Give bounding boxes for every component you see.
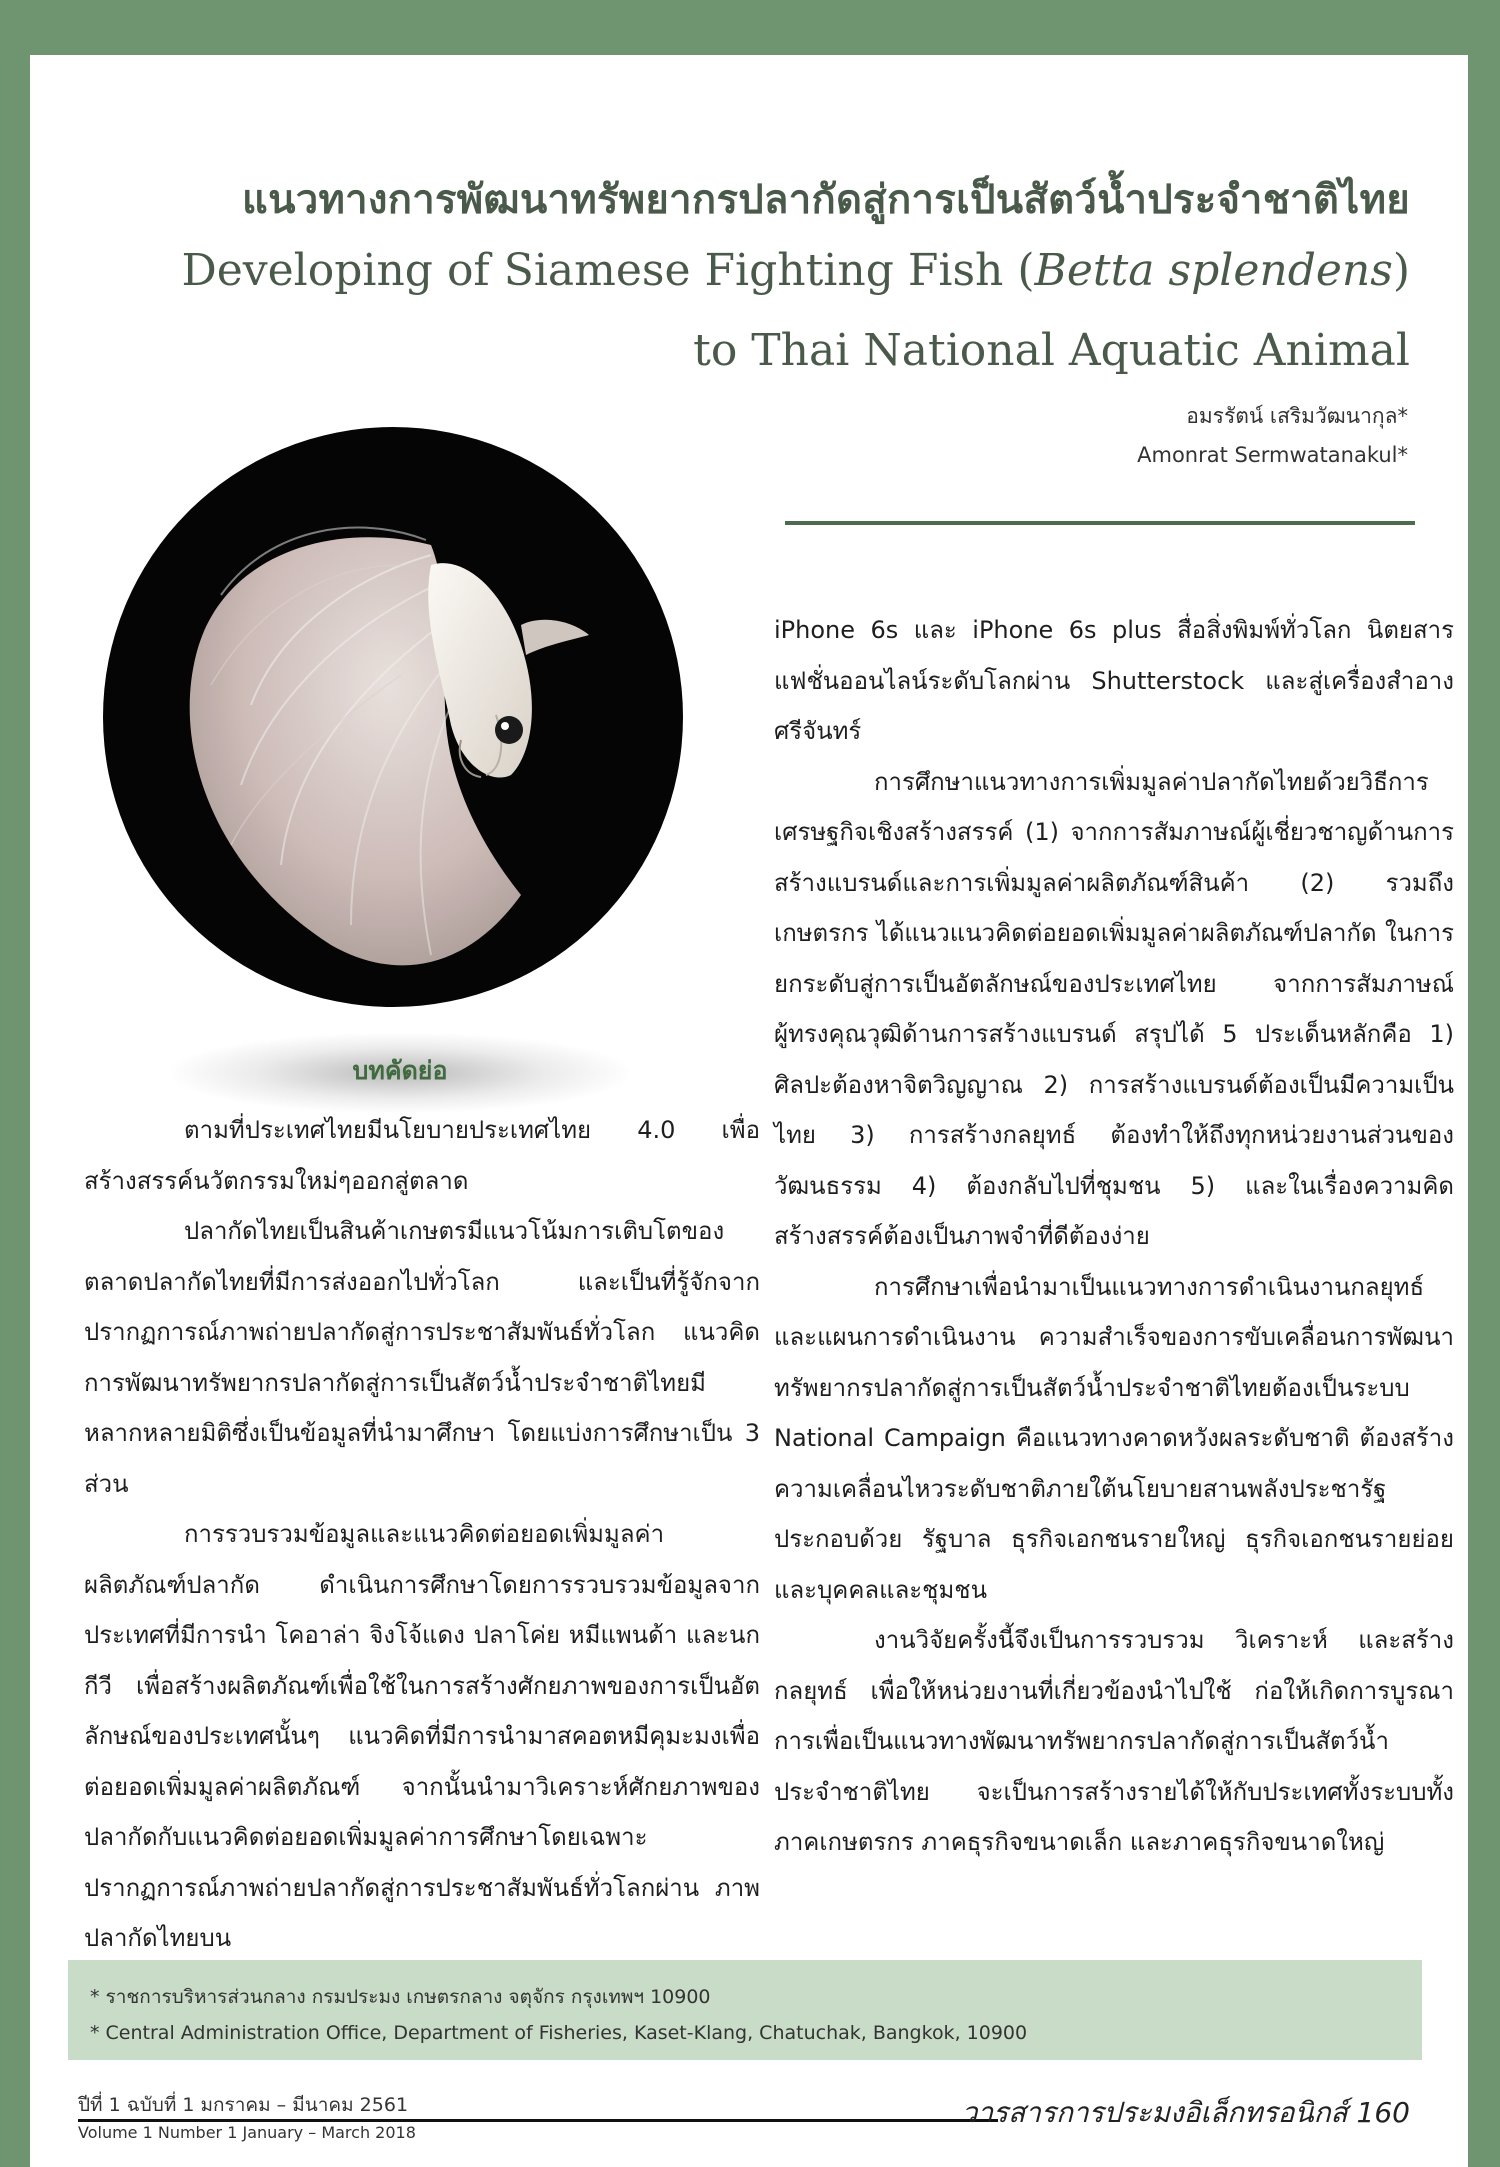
abstract-paragraph: การศึกษาเพื่อนำมาเป็นแนวทางการดำเนินงานกลยุทธ์และแผนการดำเนินงาน ความสำเร็จของการขับเคลื่อนการพัฒนาทรัพยากรปลากัดสู่การเป็นสัตว์น้ำประจำชาติไทยต้องเป็นระบบ National Campaign คือแนวทางคาดหวังผลระดับชาติ ต้องสร้างความเคลื่อนไหวระดับชาติภายใต้นโยบายสานพลังประชารัฐ ประกอบด้วย รัฐบาล ธุรกิจเอกชนรายใหญ่ ธุรกิจเอกชนรายย่อย และบุคคลและชุมชน — [774, 1272, 1454, 1604]
betta-fish-image — [101, 425, 686, 1010]
abstract-paragraph: การศึกษาแนวทางการเพิ่มมูลค่าปลากัดไทยด้วยวิธีการเศรษฐกิจเชิงสร้างสรรค์ (1) จากการสัมภาษณ์ผู้เชี่ยวชาญด้านการสร้างแบรนด์และการเพิ่มมูลค่าผลิตภัณฑ์สินค้า (2) รวมถึงเกษตรกร ได้แนวแนวคิดต่อยอดเพิ่มมูลค่าผลิตภัณฑ์ปลากัด ในการยกระดับสู่การเป็นอัตลักษณ์ของประเทศไทย จากการสัมภาษณ์ผู้ทรงคุณวุฒิด้านการสร้างแบรนด์ สรุปได้ 5 ประเด็นหลักคือ 1) ศิลปะต้องหาจิตวิญญาณ 2) การสร้างแบรนด์ต้องเป็นมีความเป็นไทย 3) การสร้างกลยุทธ์ ต้องทำให้ถึงทุกหน่วยงานส่วนของวัฒนธรรม 4) ต้องกลับไปที่ชุมชน 5) และในเรื่องความคิดสร้างสรรค์ต้องเป็นภาพจำที่ดีต้องง่าย — [774, 767, 1454, 1250]
author-english: Amonrat Sermwatanakul* — [1137, 443, 1408, 467]
journal-name: วารสารการประมงอิเล็กทรอนิกส์ — [961, 2096, 1348, 2129]
abstract-paragraph: ตามที่ประเทศไทยมีนโยบายประเทศไทย 4.0 เพื่อสร้างสรรค์นวัตกรรมใหม่ๆออกสู่ตลาด — [84, 1116, 760, 1195]
journal-footer — [962, 2091, 1410, 2135]
paper-page — [30, 55, 1468, 2167]
title-english-line2: to Thai National Aquatic Animal — [693, 325, 1410, 376]
abstract-paragraph: ปลากัดไทยเป็นสินค้าเกษตรมีแนวโน้มการเติบโตของตลาดปลากัดไทยที่มีการส่งออกไปทั่วโลก และเป็นที่รู้จักจากปรากฏการณ์ภาพถ่ายปลากัดสู่การประชาสัมพันธ์ทั่วโลก แนวคิดการพัฒนาทรัพยากรปลากัดสู่การเป็นสัตว์น้ำประจำชาติไทยมีหลากหลายมิติซึ่งเป็นข้อมูลที่นำมาศึกษา โดยแบ่งการศึกษาเป็น 3 ส่วน — [84, 1217, 760, 1498]
page-number: 160 — [1356, 2096, 1410, 2129]
footer-divider — [78, 2119, 998, 2122]
issue-info-english: Volume 1 Number 1 January – March 2018 — [78, 2123, 416, 2142]
title-english-suffix: ) — [1392, 245, 1410, 296]
title-divider — [785, 521, 1415, 525]
abstract-paragraph: การรวบรวมข้อมูลและแนวคิดต่อยอดเพิ่มมูลค่าผลิตภัณฑ์ปลากัด ดำเนินการศึกษาโดยการรวบรวมข้อมูลจากประเทศที่มีการนำ โคอาล่า จิงโจ้แดง ปลาโค่ย หมีแพนด้า และนกกีวี เพื่อสร้างผลิตภัณฑ์เพื่อใช้ในการสร้างศักยภาพของการเป็นอัตลักษณ์ของประเทศนั้นๆ แนวคิดที่มีการนำมาสคอตหมีคุมะมงเพื่อต่อยอดเพิ่มมูลค่าผลิตภัณฑ์ จากนั้นนำมาวิเคราะห์ศักยภาพของปลากัดกับแนวคิดต่อยอดเพิ่มมูลค่าการศึกษาโดยเฉพาะปรากฏการณ์ภาพถ่ายปลากัดสู่การประชาสัมพันธ์ทั่วโลกผ่าน ภาพปลากัดไทยบน — [84, 1520, 760, 1952]
abstract-paragraph: งานวิจัยครั้งนี้จึงเป็นการรวบรวม วิเคราะห์ และสร้างกลยุทธ์ เพื่อให้หน่วยงานที่เกี่ยวข้องนำไปใช้ ก่อให้เกิดการบูรณาการเพื่อเป็นแนวทางพัฒนาทรัพยากรปลากัดสู่การเป็นสัตว์น้ำประจำชาติไทย จะเป็นการสร้างรายได้ให้กับประเทศทั้งระบบทั้งภาคเกษตรกร ภาคธุรกิจขนาดเล็ก และภาคธุรกิจขนาดใหญ่ — [774, 1626, 1454, 1856]
abstract-heading-backdrop — [170, 1033, 630, 1113]
abstract-right-column — [774, 605, 1454, 1868]
title-english-line1 — [181, 245, 1410, 296]
footnote-thai: * ราชการบริหารส่วนกลาง กรมประมง เกษตรกลาง จตุจักร กรุงเทพฯ 10900 — [90, 1986, 711, 2008]
abstract-paragraph: iPhone 6s และ iPhone 6s plus สื่อสิ่งพิมพ์ทั่วโลก นิตยสารแฟชั่นออนไลน์ระดับโลกผ่าน Shutterstock และสู่เครื่องสำอางศรีจันทร์ — [774, 616, 1454, 745]
author-thai: อมรรัตน์ เสริมวัฒนากุล* — [1186, 404, 1408, 428]
footnote-box — [68, 1960, 1422, 2060]
abstract-left-column — [84, 1105, 760, 1964]
title-thai: แนวทางการพัฒนาทรัพยากรปลากัดสู่การเป็นสัตว์น้ำประจำชาติไทย — [242, 177, 1410, 223]
title-species-name: Betta splendens — [1034, 245, 1393, 296]
footnote-english: * Central Administration Office, Department of Fisheries, Kaset-Klang, Chatuchak, Bangkok, 10900 — [90, 2022, 1028, 2044]
title-english-prefix: Developing of Siamese Fighting Fish ( — [181, 245, 1035, 296]
abstract-heading: บทคัดย่อ — [352, 1056, 448, 1085]
issue-info-thai: ปีที่ 1 ฉบับที่ 1 มกราคม – มีนาคม 2561 — [78, 2094, 409, 2116]
